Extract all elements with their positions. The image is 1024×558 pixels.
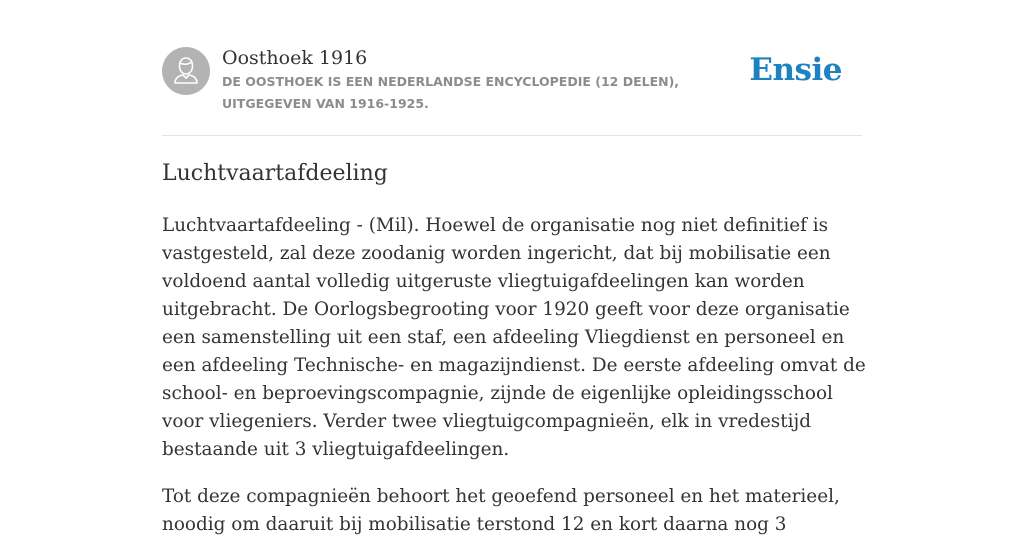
entry-paragraph: Tot deze compagnieën behoort het geoefend personeel en het materieel, noodig om daaruit bij mobilisatie terstond 12 en kort daarna nog 3 <box>162 486 840 535</box>
ensie-logo[interactable]: Ensie <box>749 52 842 88</box>
source-header <box>162 46 862 116</box>
user-icon <box>162 47 210 95</box>
source-title[interactable]: Oosthoek 1916 <box>222 47 368 69</box>
header-divider <box>162 135 862 136</box>
source-description: DE OOSTHOEK IS EEN NEDERLANDSE ENCYCLOPEDIE (12 DELEN), UITGEGEVEN VAN 1916-1925. <box>222 74 680 111</box>
source-avatar[interactable] <box>162 47 210 95</box>
entry-page <box>162 0 866 535</box>
entry-paragraph: Luchtvaartafdeeling - (Mil). Hoewel de organisatie nog niet definitief is vastgesteld, zal deze zoodanig worden ingericht, dat bij mobilisatie een voldoend aantal volledig uitgeruste vliegtuigafdeelingen kan worden uitgebracht. De Oorlogsbegrooting voor 1920 geeft voor deze organisatie een samenstelling uit een staf, een afdeeling Vliegdienst en personeel en een afdeeling Technische- en magazijndienst. De eerste afdeeling omvat de school- en beproevingscompagnie, zijnde de eigenlijke opleidingsschool voor vliegeniers. Verder twee vliegtuigcompagnieën, elk in vredestijd bestaande uit 3 vliegtuigafdeelingen. <box>162 215 866 460</box>
entry-body <box>162 212 866 558</box>
entry-title: Luchtvaartafdeeling <box>162 161 388 186</box>
